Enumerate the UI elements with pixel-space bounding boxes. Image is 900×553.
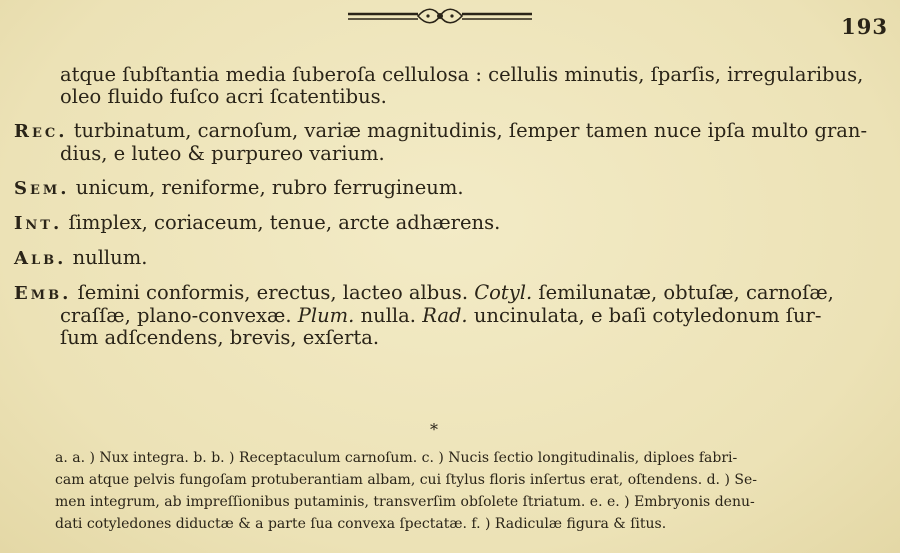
text-line — [14, 282, 890, 305]
text-line: atque ſubſtantia media ſuberoſa cellulosa : cellulis minutis, ſparſis, irregularibus, — [60, 63, 864, 86]
entry-label: Sem. — [14, 178, 70, 199]
note-line: men integrum, ab impreſſionibus putaminis, transverſim obſolete ſtriatum. e. e. ) Embryonis denu- — [55, 494, 755, 510]
entry-rec — [14, 120, 890, 165]
entry-int — [14, 212, 890, 235]
figure-notes — [55, 447, 895, 535]
note-line: dati cotyledones diductæ & a parte ſua convexa ſpectatæ. f. ) Radiculæ figura & ſitus. — [55, 516, 667, 532]
entry-text: craſſæ, plano-convexæ. — [60, 304, 298, 327]
entry-text: nulla. — [354, 304, 423, 327]
ornament-icon — [340, 5, 540, 27]
note-line: a. a. ) Nux integra. b. b. ) Receptaculum carnoſum. c. ) Nucis ſectio longitudinalis, diploes fabri- — [55, 450, 738, 466]
text-line — [14, 305, 890, 327]
entry-text: unicum, reniforme, rubro ferrugineum. — [75, 176, 464, 199]
note-line: cam atque pelvis fungoſam protuberantiam albam, cui ſtylus floris inſertus erat, oſtendens. d. ) Se- — [55, 472, 757, 488]
text-line — [14, 120, 890, 143]
text-line — [14, 212, 890, 235]
page-number: 193 — [841, 14, 888, 39]
term-cotyl: Cotyl. — [474, 281, 533, 304]
text-line: ſum adſcendens, brevis, exſerta. — [60, 326, 380, 349]
text-line: oleo fluido fuſco acri ſcatentibus. — [60, 85, 387, 108]
entry-label: Emb. — [14, 283, 72, 304]
text-line — [14, 247, 890, 270]
entry-label: Int. — [14, 213, 63, 234]
term-plum: Plum. — [297, 304, 355, 327]
term-rad: Rad. — [422, 304, 468, 327]
entry-label: Alb. — [14, 248, 67, 269]
text-line — [14, 177, 890, 200]
entry-text: nullum. — [72, 246, 148, 269]
entry-text: turbinatum, carnoſum, variæ magnitudinis, ſemper tamen nuce ipſa multo gran- — [73, 119, 868, 142]
intro-paragraph — [14, 64, 890, 108]
entry-text: ſimplex, coriaceum, tenue, arcte adhærens. — [68, 211, 501, 234]
entry-text: uncinulata, e baſi cotyledonum ſur- — [467, 304, 822, 327]
main-text — [14, 64, 890, 361]
entry-label: Rec. — [14, 121, 68, 142]
entry-text: ſemini conformis, erectus, lacteo albus. — [77, 281, 475, 304]
text-line: dius, e luteo & purpureo varium. — [60, 142, 385, 165]
entry-emb — [14, 282, 890, 349]
entry-sem — [14, 177, 890, 200]
separator-star: * — [430, 420, 438, 439]
entry-text: ſemilunatæ, obtuſæ, carnoſæ, — [532, 281, 834, 304]
entry-alb — [14, 247, 890, 270]
